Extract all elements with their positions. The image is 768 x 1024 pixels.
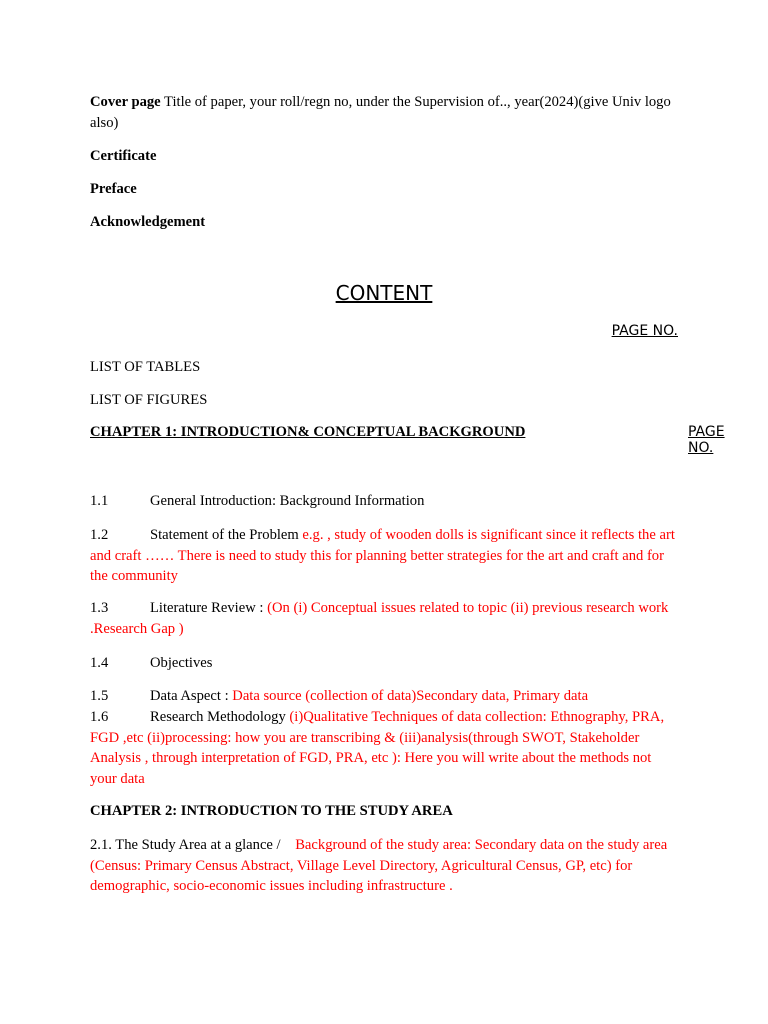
item-number: 1.3 [90, 600, 109, 616]
page-no-header: PAGE NO. [611, 323, 678, 339]
item-note: Background of the study area: Secondary data on the study area (Census: Primary Census Abstract, Village Level Directory, Agricultural Census, GP, etc) for demographic, socio-economic issues including infrastructure . [90, 837, 668, 894]
chapter2-title: CHAPTER 2: INTRODUCTION TO THE STUDY AREA [90, 803, 453, 819]
toc-item-1-2 [90, 525, 680, 587]
item-note: (On (i) Conceptual issues related to topic (ii) previous research work .Research Gap ) [90, 600, 669, 637]
chapter2-heading [90, 801, 680, 822]
item-number: 1.6 [90, 709, 109, 725]
content-title [0, 280, 768, 306]
item-note: Data source (collection of data)Secondary data, Primary data [232, 688, 589, 704]
list-of-figures: LIST OF FIGURES [90, 392, 208, 408]
preface-label: Preface [90, 181, 137, 197]
chapter1-title: CHAPTER 1: INTRODUCTION& CONCEPTUAL BACKGROUND [90, 424, 526, 440]
toc-item-1-5 [90, 686, 680, 707]
item-label: Objectives [150, 655, 213, 671]
item-label: Literature Review : [150, 600, 268, 616]
preface-heading [90, 179, 680, 200]
chapter1-heading [90, 424, 725, 456]
cover-page-text: Title of paper, your roll/regn no, under the Supervision of.., year(2024)(give Univ logo also) [90, 94, 671, 131]
item-number: 1.1 [90, 493, 109, 509]
chapter1-page-no: PAGE NO. [688, 424, 725, 456]
item-note: (i)Qualitative Techniques of data collection: Ethnography, PRA, FGD ,etc (ii)processing: how you are transcribing & (iii)analysis(through SWOT, Stakeholder Analysis , through interpretation of FGD, PRA, etc ): Here you will write about the methods not your data [90, 709, 665, 787]
cover-page-line [90, 92, 680, 133]
cover-page-label: Cover page [90, 94, 161, 110]
acknowledgement-label: Acknowledgement [90, 214, 206, 230]
toc-item-1-3 [90, 598, 680, 639]
item-note: e.g. , study of wooden dolls is significant since it reflects the art and craft …… There is need to study this for planning better strategies for the art and craft and for the community [90, 527, 675, 584]
toc-item-2-1 [90, 835, 680, 897]
certificate-heading [90, 146, 680, 167]
item-number: 1.2 [90, 527, 109, 543]
item-number: 1.4 [90, 655, 109, 671]
toc-item-1-6 [90, 707, 680, 789]
list-of-tables: LIST OF TABLES [90, 359, 201, 375]
item-label: Data Aspect : [150, 688, 233, 704]
item-label: Statement of the Problem [150, 527, 303, 543]
item-label: 2.1. The Study Area at a glance / [90, 837, 296, 853]
item-number: 1.5 [90, 688, 109, 704]
acknowledgement-heading [90, 212, 680, 233]
item-label: General Introduction: Background Information [150, 493, 425, 509]
certificate-label: Certificate [90, 148, 157, 164]
item-label: Research Methodology [150, 709, 290, 725]
toc-item-1-1 [90, 491, 680, 512]
content-title-text: CONTENT [335, 281, 433, 305]
toc-item-1-4 [90, 653, 680, 674]
